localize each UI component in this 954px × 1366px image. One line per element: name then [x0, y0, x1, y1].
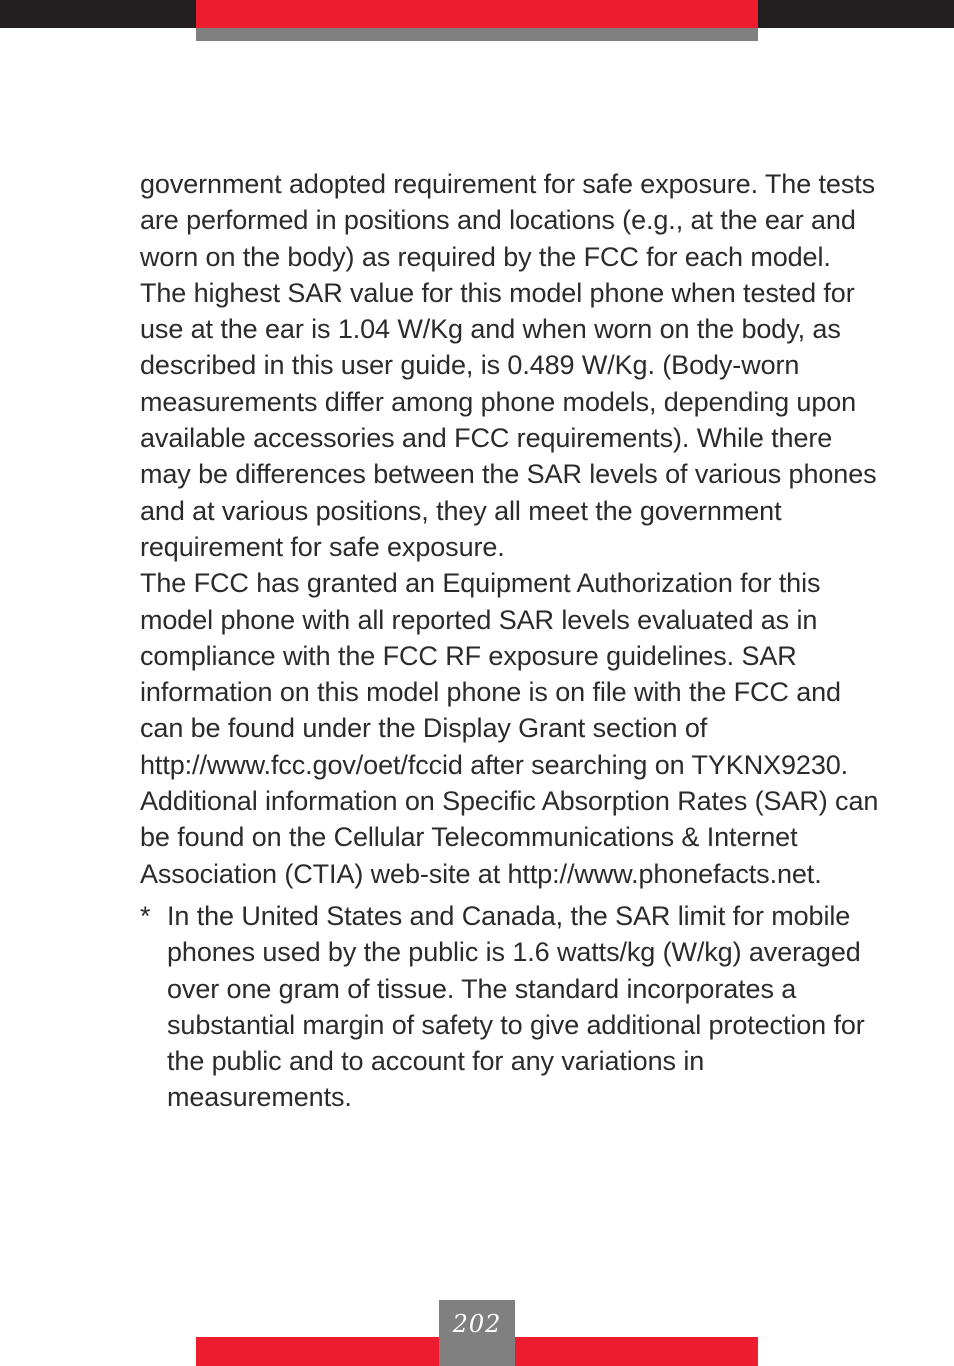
header-red-bar [196, 0, 758, 28]
footnote-marker: * [140, 900, 151, 931]
body-paragraph-4: Additional information on Specific Absorption Rates (SAR) can be found on the Cellular Telecommunications & Internet Association (CTIA) web-site at http://www.phonefacts.net. [140, 786, 879, 889]
page-body [140, 166, 885, 1116]
footnote [140, 898, 885, 1116]
page-number: 202 [452, 1310, 502, 1338]
body-paragraph-2: The highest SAR value for this model phone when tested for use at the ear is 1.04 W/Kg and when worn on the body, as described in this user guide, is 0.489 W/Kg. (Body-worn measurements differ among phone models, depending upon available accessories and FCC requirements). While there may be differences between the SAR levels of various phones and at various positions, they all meet the government requirement for safe exposure. [140, 277, 877, 562]
page-number-tab [439, 1300, 515, 1366]
body-paragraph-3: The FCC has granted an Equipment Authorization for this model phone with all reported SAR levels evaluated as in compliance with the FCC RF exposure guidelines. SAR information on this model phone is on file with the FCC and can be found under the Display Grant section of http://www.fcc.gov/oet/fccid after searching on TYKNX9230. [140, 568, 849, 780]
header-gray-bar [196, 28, 758, 41]
footnote-text: In the United States and Canada, the SAR limit for mobile phones used by the public is 1.6 watts/kg (W/kg) averaged over one gram of tissue. The standard incorporates a substantial margin of safety to give additional protection for the public and to account for any variations in measurements. [167, 900, 865, 1113]
body-paragraph-1: government adopted requirement for safe exposure. The tests are performed in positions and locations (e.g., at the ear and worn on the body) as required by the FCC for each model. [140, 169, 876, 272]
